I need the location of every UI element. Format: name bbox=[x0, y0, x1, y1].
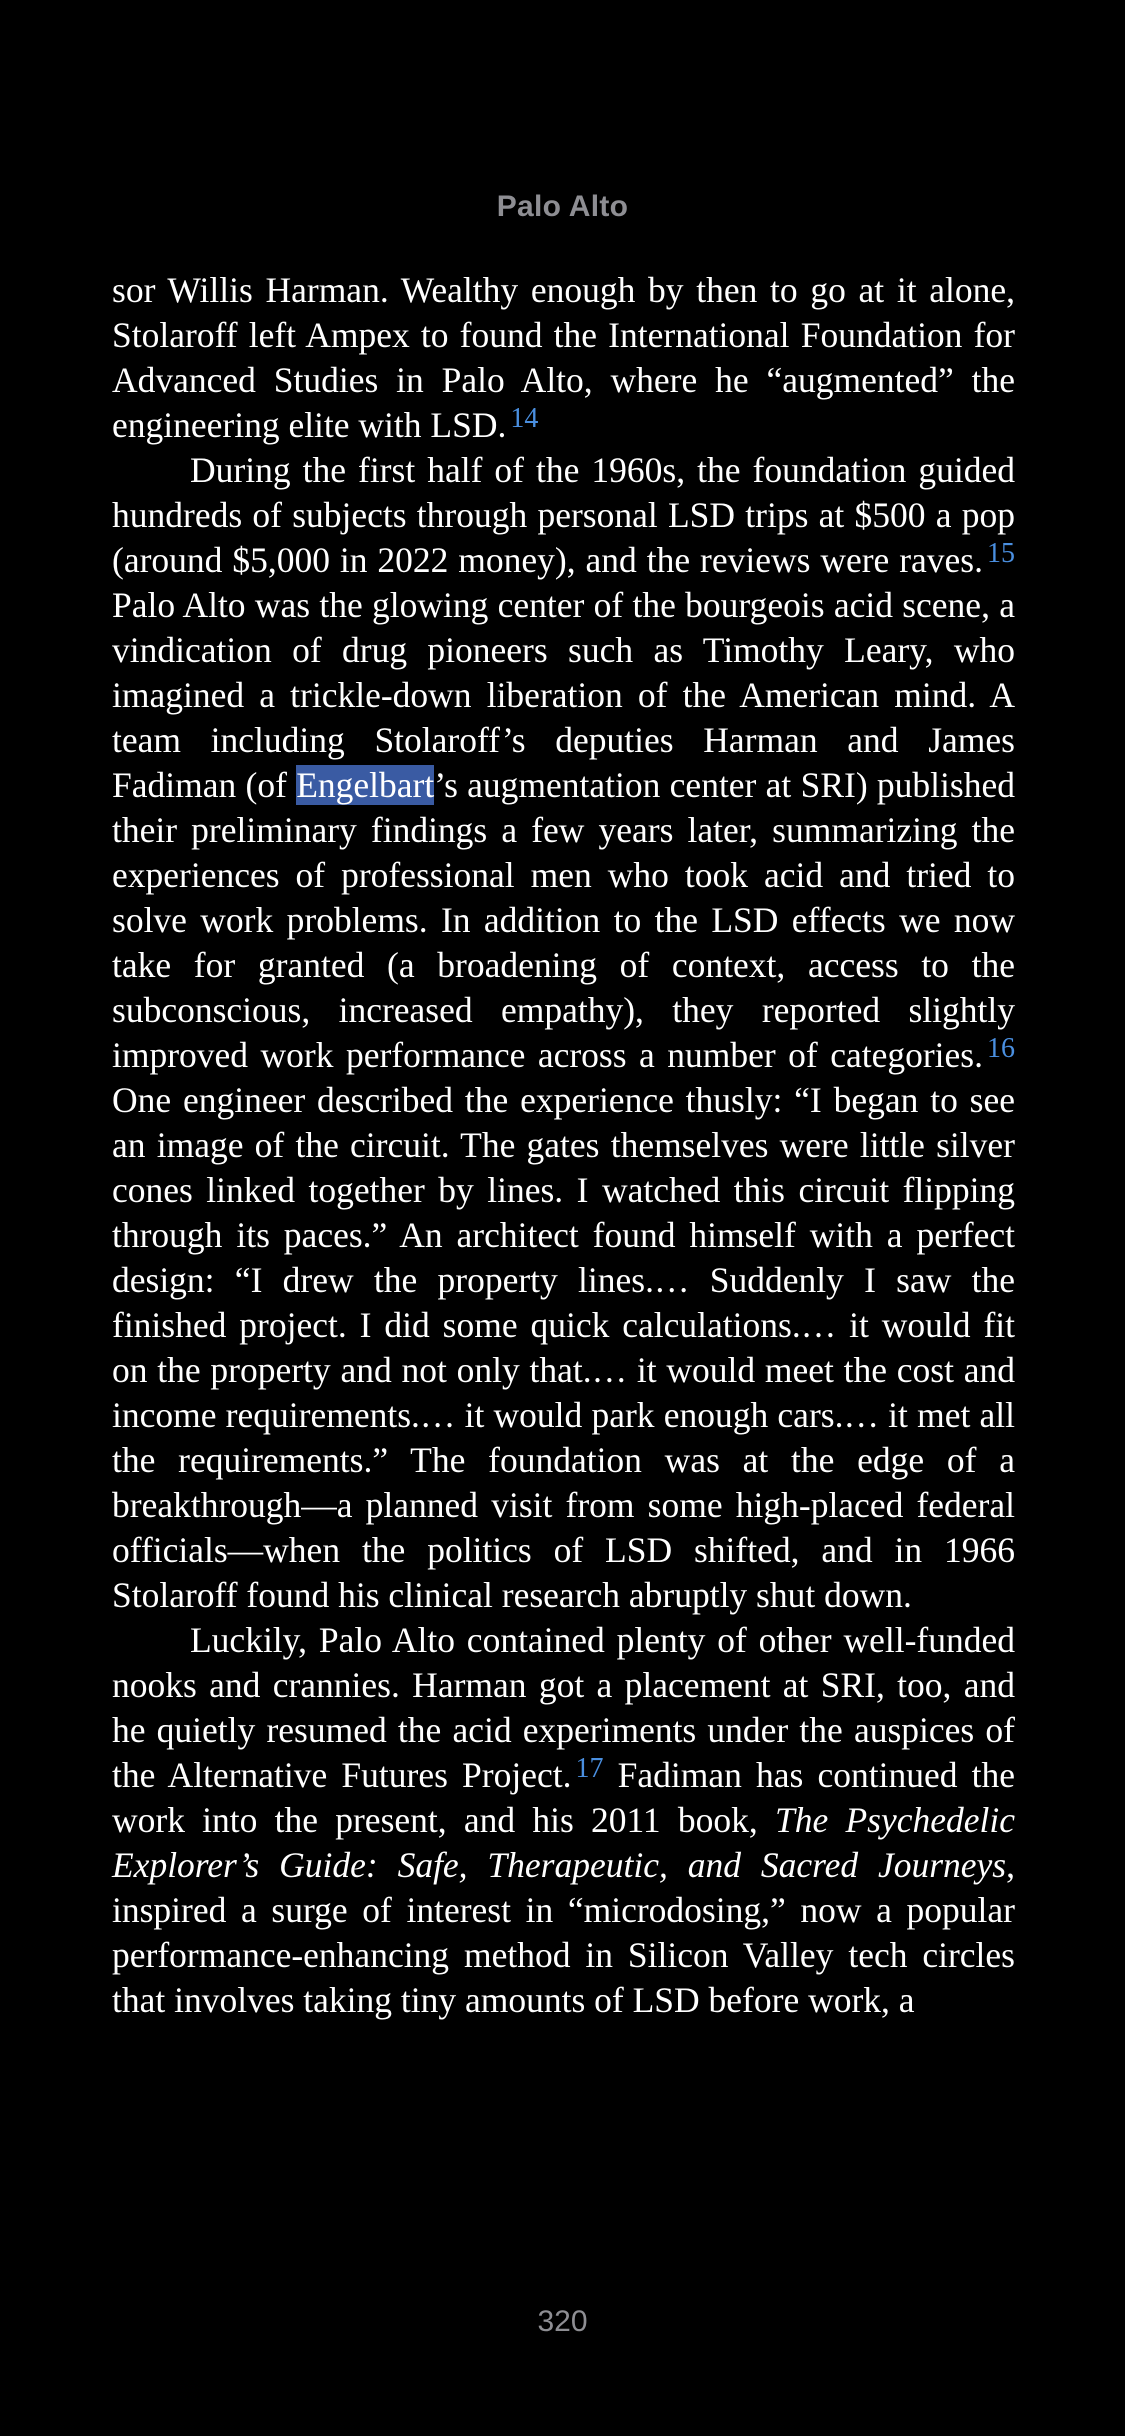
footnote-link-17[interactable]: 17 bbox=[575, 1753, 604, 1784]
text-run: , inspired a surge of interest in “microdosing,” now a popular performance-enhancing method in Silicon Valley tech circles that involves taking tiny amounts of LSD before work, a bbox=[112, 1845, 1015, 2020]
footnote-link-14[interactable]: 14 bbox=[510, 403, 539, 434]
footnote-link-15[interactable]: 15 bbox=[987, 538, 1015, 569]
book-title: The Psychedelic Explorer’s Guide: Safe, Therapeutic, and Sacred Journeys bbox=[112, 1800, 1016, 1885]
text-run: ’s augmentation center at SRI) published their preliminary findings a few years later, summarizing the experiences of professional men who took acid and tried to solve work problems. In addition to the LSD effects we now take for granted (a broadening of context, access to the subconscious, increased empathy), they reported slightly improved work performance across a number of categories. bbox=[112, 765, 1015, 1075]
text-run: During the first half of the 1960s, the foundation guided hundreds of subjects through personal LSD trips at $500 a pop (around $5,000 in 2022 money), and the reviews were raves. bbox=[112, 450, 1015, 580]
highlighted-word[interactable]: Engelbart bbox=[296, 765, 435, 805]
paragraph bbox=[112, 1618, 1015, 2023]
chapter-title: Palo Alto bbox=[496, 190, 629, 223]
text-run: sor Willis Harman. Wealthy enough by then to go at it alone, Stolaroff left Ampex to found the International Foundation for Advanced Studies in Palo Alto, where he “augmented” the engineering elite with LSD. bbox=[112, 270, 1015, 445]
page-text[interactable] bbox=[112, 268, 1015, 2023]
page-number: 320 bbox=[537, 2305, 588, 2338]
text-run: Palo Alto was the glowing center of the bourgeois acid scene, a vindication of drug pioneers such as Timothy Leary, who imagined a trickle-down liberation of the American mind. A team including Stolaroff’s deputies Harman and James Fadiman (of bbox=[112, 585, 1015, 805]
text-run: Luckily, Palo Alto contained plenty of other well-funded nooks and crannies. Harman got a placement at SRI, too, and he quietly resumed the acid experiments under the auspices of the Alternative Futures Project. bbox=[112, 1620, 1015, 1795]
text-run: Fadiman has continued the work into the present, and his 2011 book, bbox=[112, 1755, 1015, 1840]
footnote-link-16[interactable]: 16 bbox=[987, 1033, 1015, 1064]
text-run: One engineer described the experience thusly: “I began to see an image of the circuit. The gates themselves were little silver cones linked together by lines. I watched this circuit flipping through its paces.” An architect found himself with a perfect design: “I drew the property lines.… Suddenly I saw the finished project. I did some quick calculations.… it would fit on the property and not only that.… it would meet the cost and income requirements.… it would park enough cars.… it met all the requirements.” The foundation was at the edge of a breakthrough—a planned visit from some high-placed federal officials—when the politics of LSD shifted, and in 1966 Stolaroff found his clinical research abruptly shut down. bbox=[112, 1080, 1015, 1615]
paragraph-continued bbox=[112, 268, 1015, 448]
paragraph bbox=[112, 448, 1015, 1618]
